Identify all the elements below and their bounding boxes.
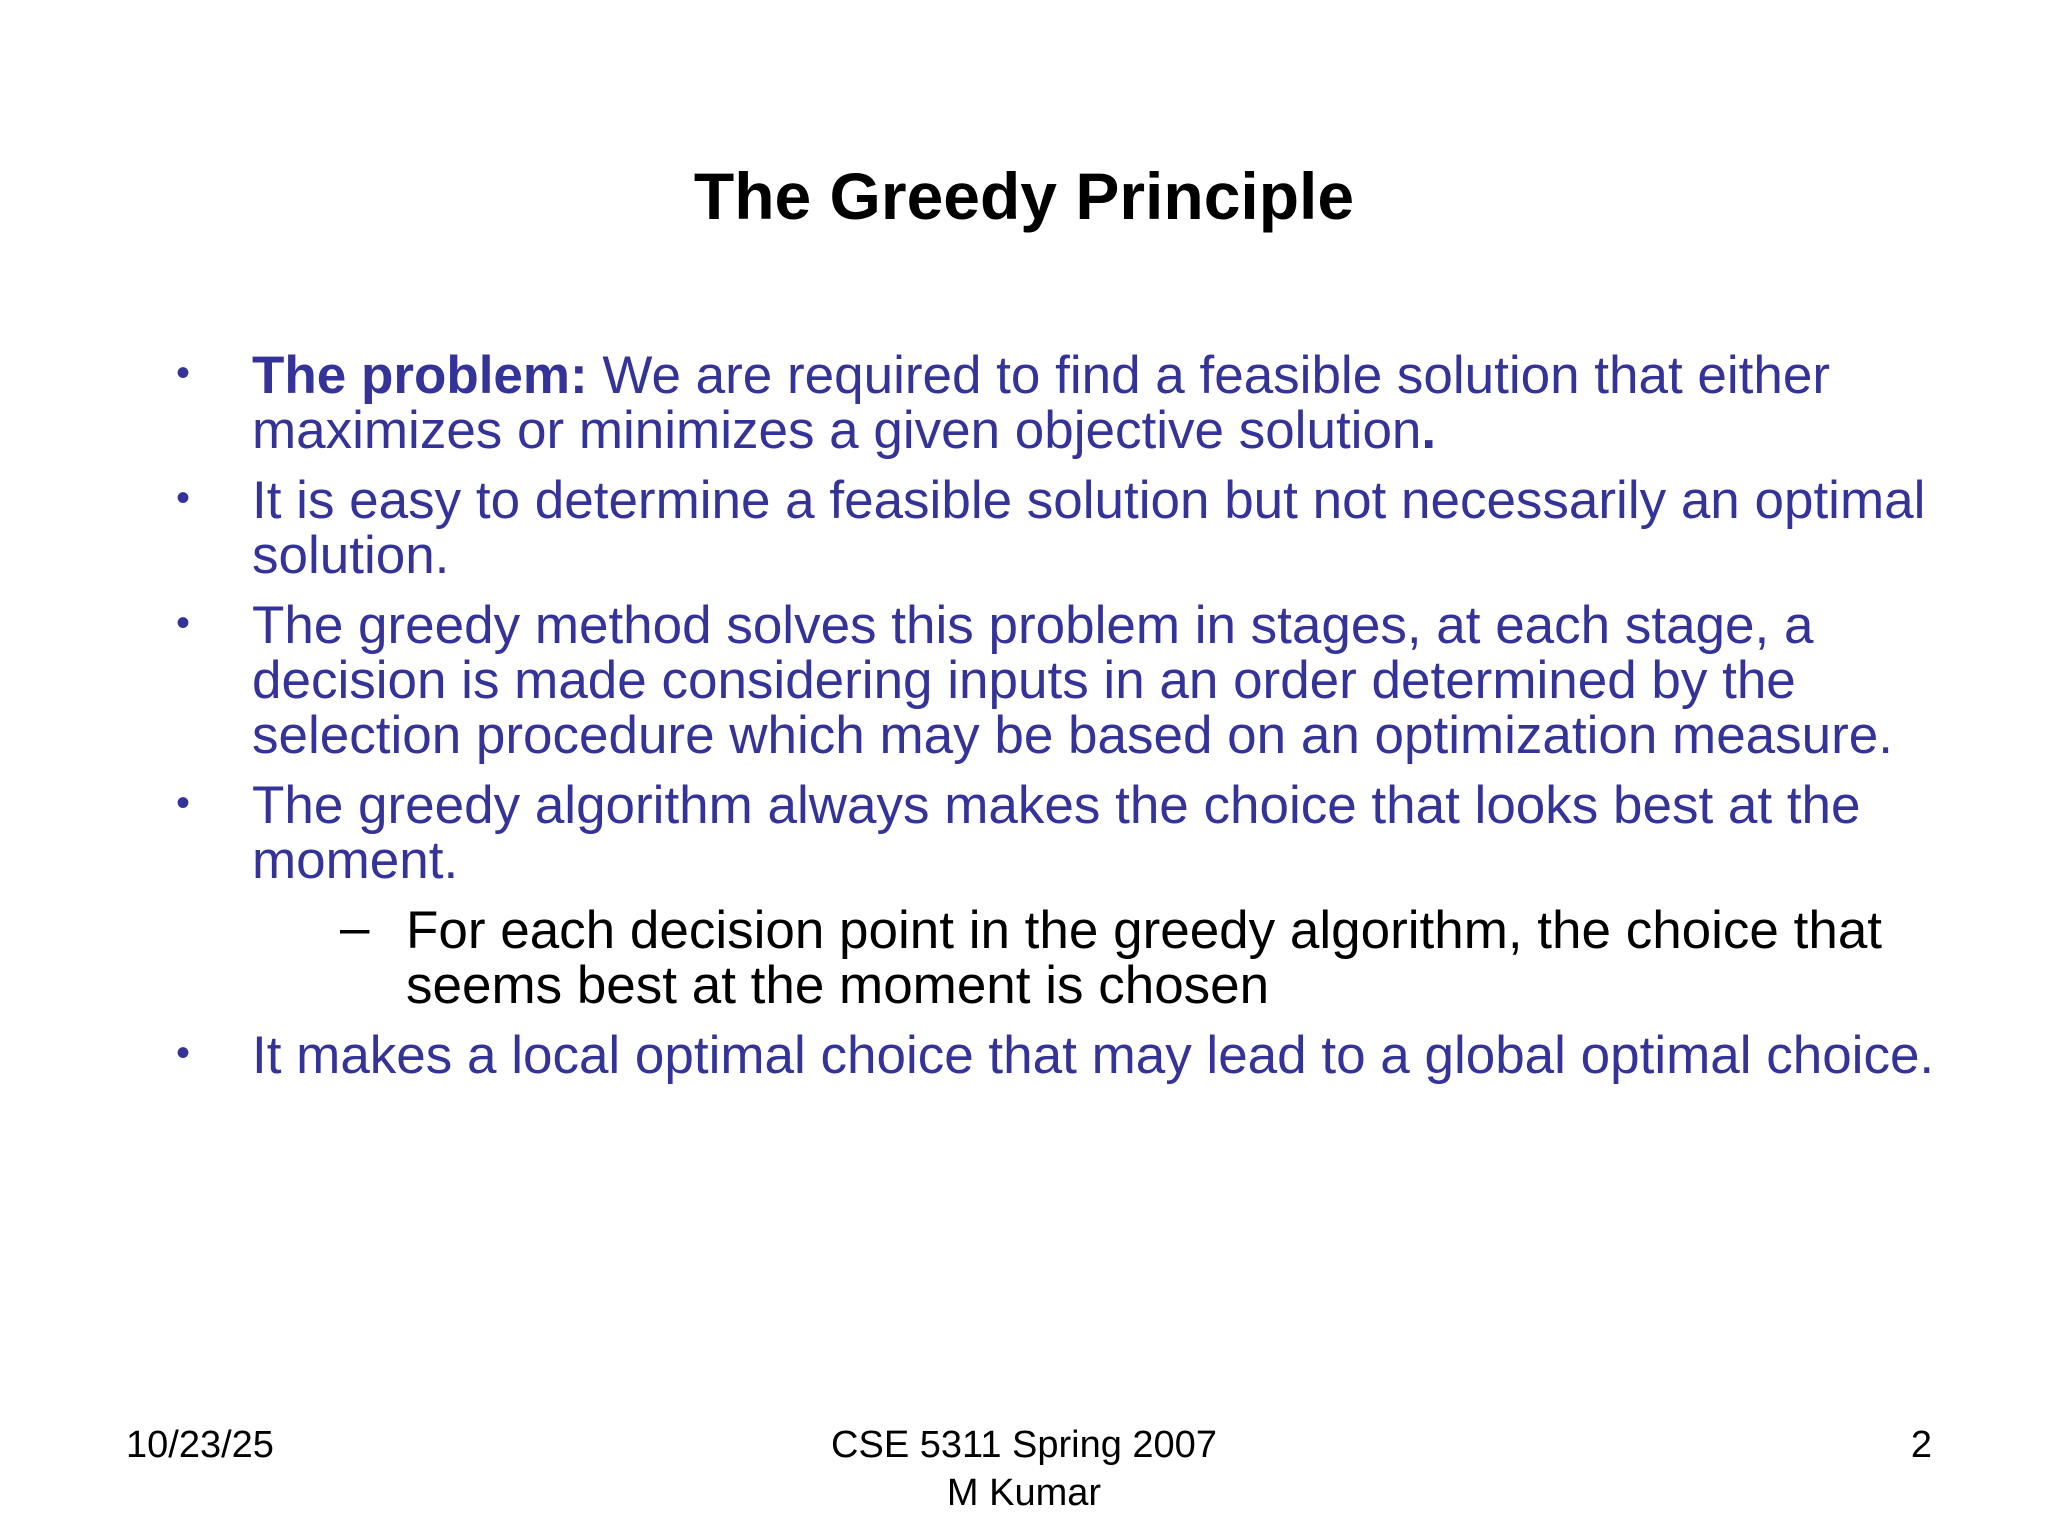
bullet-lead-text: The problem:: [252, 346, 588, 405]
bullet-icon: •: [176, 351, 191, 395]
bullet-item: [176, 778, 1936, 1013]
bullet-item: [176, 348, 1936, 458]
bullet-item: [176, 1028, 1936, 1083]
footer-course-info: [0, 1421, 2048, 1517]
bullet-text: The greedy algorithm always makes the choice that looks best at the moment.: [252, 776, 1861, 890]
footer-date: 10/23/25: [126, 1424, 274, 1466]
bullet-text: It makes a local optimal choice that may lead to a global optimal choice.: [252, 1026, 1935, 1085]
bullet-item: [176, 473, 1936, 583]
sub-bullet-item: [340, 898, 1936, 1015]
bullet-icon: •: [176, 601, 191, 645]
bullet-icon: •: [176, 476, 191, 520]
bullet-trail-text: .: [1421, 401, 1437, 460]
bullet-list: [176, 348, 1936, 1098]
bullet-text: The greedy method solves this problem in stages, at each stage, a decision is made considering inputs in an order determined by the selection procedure which may be based on an optimization measure.: [252, 596, 1893, 765]
footer-course: CSE 5311 Spring 2007: [831, 1424, 1217, 1466]
dash-icon: –: [340, 898, 370, 957]
bullet-icon: •: [176, 1031, 191, 1075]
sub-bullet-text: For each decision point in the greedy algorithm, the choice that seems best at the moment is chosen: [406, 901, 1883, 1015]
slide-title: The Greedy Principle: [693, 159, 1355, 233]
footer-author: M Kumar: [946, 1472, 1102, 1514]
bullet-icon: •: [176, 781, 191, 825]
page-number: 2: [1910, 1424, 1932, 1466]
bullet-item: [176, 598, 1936, 763]
bullet-text: It is easy to determine a feasible solution but not necessarily an optimal solution.: [252, 471, 1926, 585]
bullet-text: We are required to find a feasible solution that either maximizes or minimizes a given objective solution: [252, 346, 1831, 460]
